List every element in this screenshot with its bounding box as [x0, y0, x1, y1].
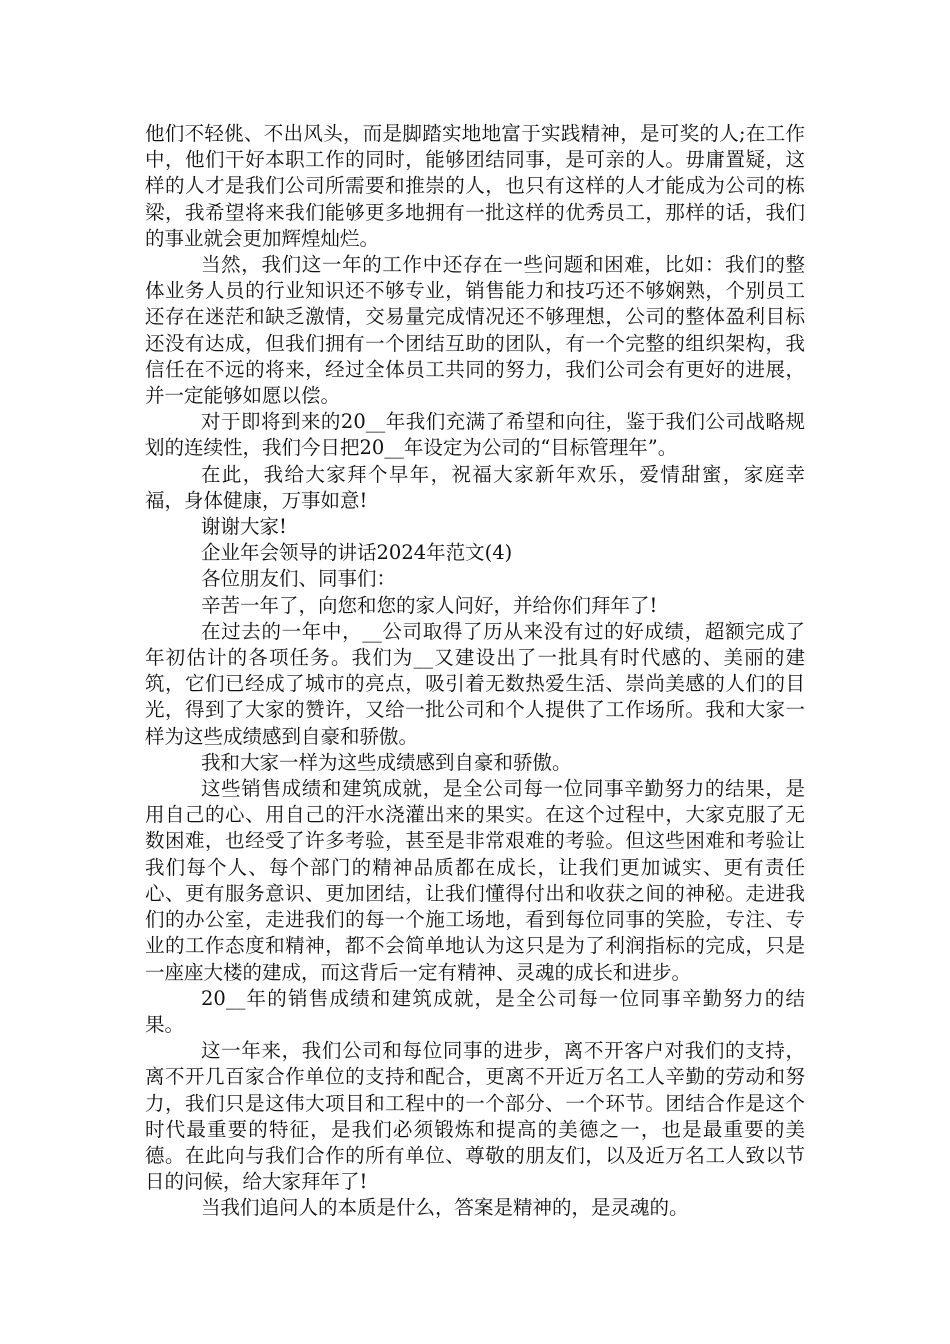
paragraph: 当我们追问人的本质是什么，答案是精神的，是灵魂的。 — [201, 1196, 689, 1220]
paragraph: 在过去的一年中，__公司取得了历从来没有过的好成绩，超额完成了年初估计的各项任务。我们为__又建设出了一批具有时代感的、美丽的建筑，它们已经成了城市的亮点，吸引着无数热爱生活、崇尚美感的人们的目光，得到了大家的赞许，又给一批公司和个人提供了工作场所。我和大家一样为这些成绩感到自豪和骄傲。 — [145, 619, 805, 748]
section-heading: 企业年会领导的讲话2024年范文(4) — [201, 541, 513, 565]
paragraph: 当然，我们这一年的工作中还存在一些问题和困难，比如：我们的整体业务人员的行业知识还不够专业，销售能力和技巧还不够娴熟，个别员工还存在迷茫和缺乏激情，交易量完成情况还不够理想，公司的整体盈利目标还没有达成，但我们拥有一个团结互助的团队，有一个完整的组织架构，我信任在不远的将来，经过全体员工共同的努力，我们公司会有更好的进展，并一定能够如愿以偿。 — [145, 253, 805, 408]
paragraph: 我和大家一样为这些成绩感到自豪和骄傲。 — [201, 750, 572, 774]
paragraph: 在此，我给大家拜个早年，祝福大家新年欢乐，爱情甜蜜，家庭幸福，身体健康，万事如意! — [145, 462, 805, 512]
paragraph: 20__年的销售成绩和建筑成就，是全公司每一位同事辛勤努力的结果。 — [145, 986, 805, 1036]
paragraph: 辛苦一年了，向您和您的家人问好，并给你们拜年了! — [201, 593, 658, 617]
paragraph: 对于即将到来的20__年我们充满了希望和向往，鉴于我们公司战略规划的连续性，我们今日把20__年设定为公司的“目标管理年”。 — [145, 410, 805, 460]
salutation: 各位朋友们、同事们： — [201, 567, 397, 591]
paragraph: 他们不轻佻、不出风头，而是脚踏实地地富于实践精神，是可奖的人;在工作中，他们干好本职工作的同时，能够团结同事，是可亲的人。毋庸置疑，这样的人才是我们公司所需要和推崇的人，也只有这样的人才能成为公司的栋梁，我希望将来我们能够更多地拥有一批这样的优秀员工，那样的话，我们的事业就会更加辉煌灿烂。 — [145, 122, 805, 250]
document-body — [145, 121, 805, 1222]
paragraph: 这些销售成绩和建筑成就，是全公司每一位同事辛勤努力的结果，是用自己的心、用自己的汗水浇灌出来的果实。在这个过程中，大家克服了无数困难，也经受了许多考验，甚至是非常艰难的考验。但这些困难和考验让我们每个人、每个部门的精神品质都在成长，让我们更加诚实、更有责任心、更有服务意识、更加团结，让我们懂得付出和收获之间的神秘。走进我们的办公室，走进我们的每一个施工场地，看到每位同事的笑脸，专注、专业的工作态度和精神，都不会简单地认为这只是为了利润指标的完成，只是一座座大楼的建成，而这背后一定有精神、灵魂的成长和进步。 — [145, 777, 805, 984]
paragraph: 这一年来，我们公司和每位同事的进步，离不开客户对我们的支持，离不开几百家合作单位的支持和配合，更离不开近万名工人辛勤的劳动和努力，我们只是这伟大项目和工程中的一个部分、一个环节。团结合作是这个时代最重要的特征，是我们必须锻炼和提高的美德之一，也是最重要的美德。在此向与我们合作的所有单位、尊敬的朋友们，以及近万名工人致以节日的问候，给大家拜年了! — [145, 1039, 805, 1194]
paragraph: 谢谢大家! — [201, 515, 287, 539]
